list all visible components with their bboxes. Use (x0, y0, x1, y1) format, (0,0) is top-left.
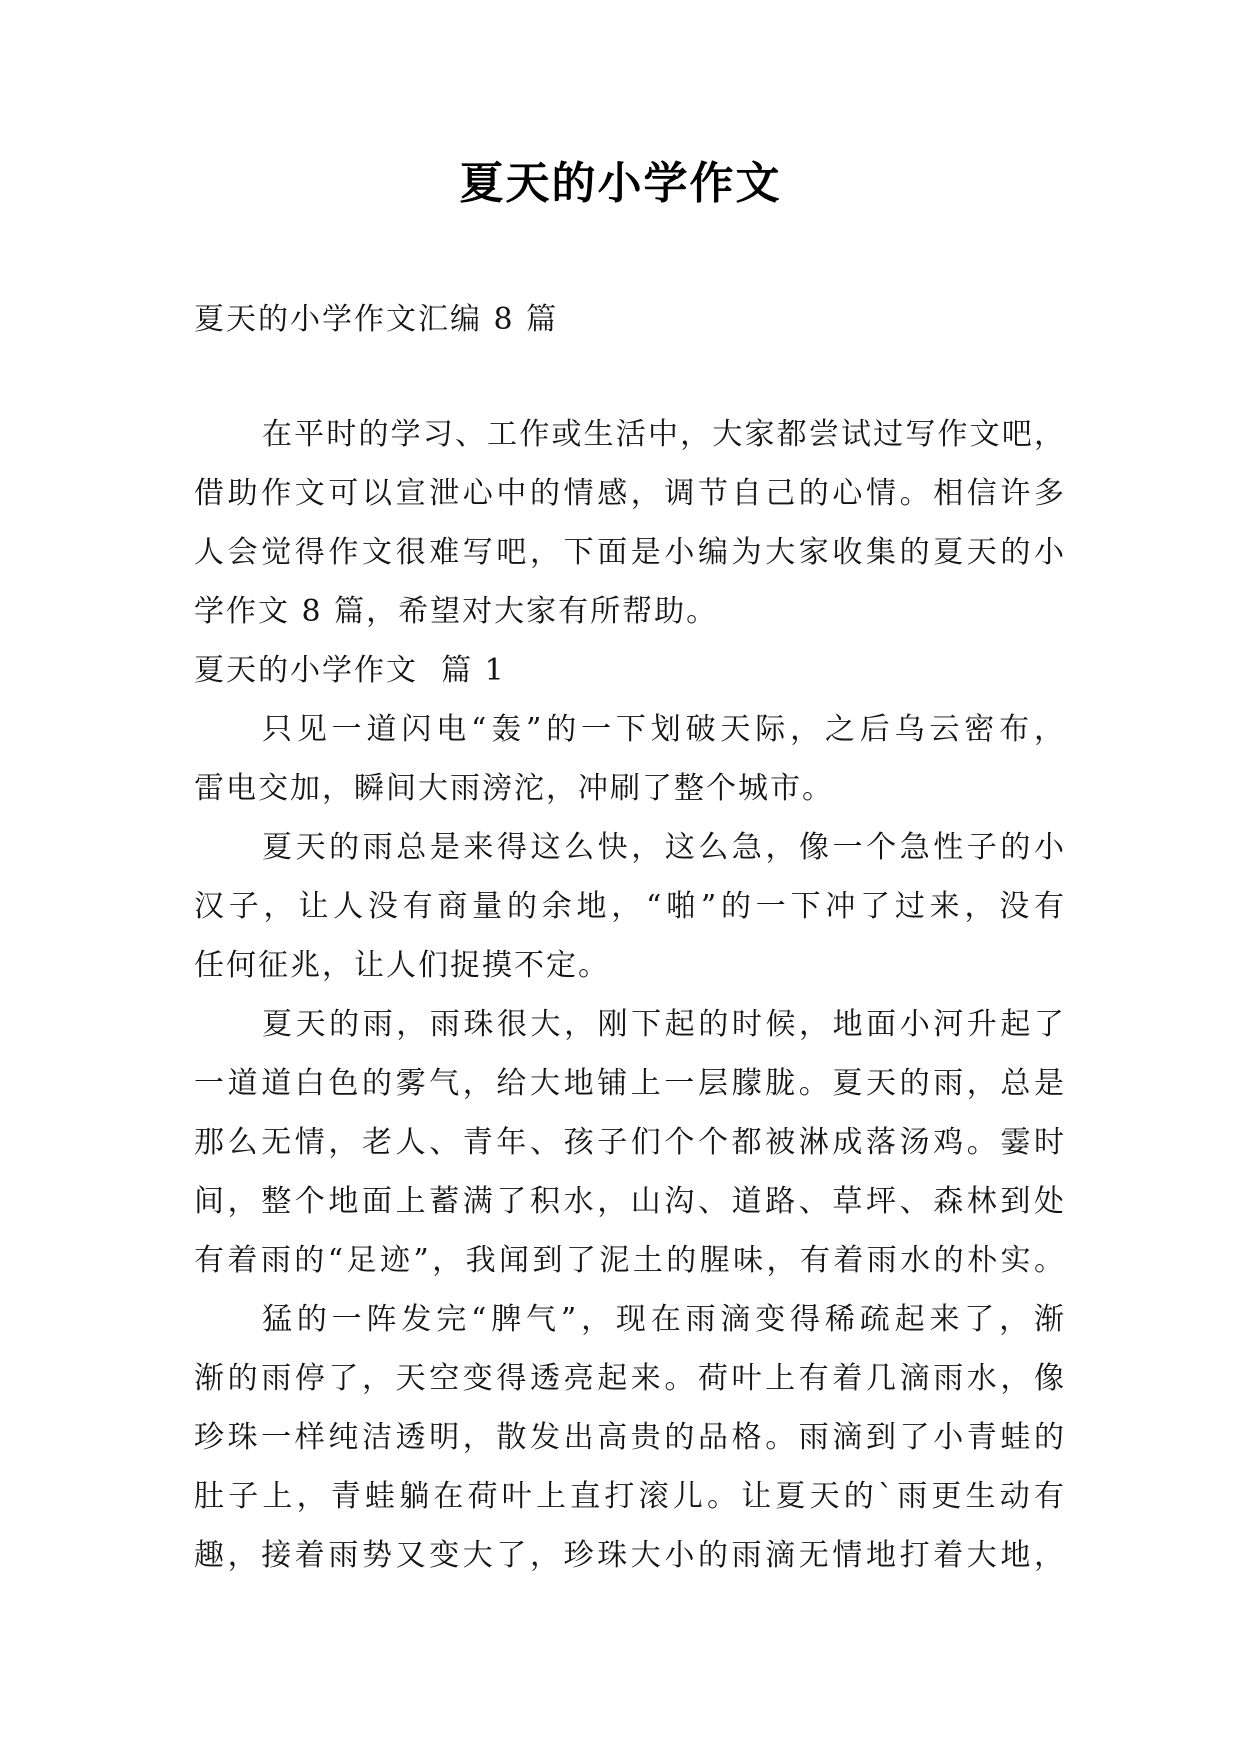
paragraph-line: 珍珠一样纯洁透明，散发出高贵的品格。雨滴到了小青蛙的 (194, 1419, 1066, 1455)
page-title: 夏天的小学作文 (459, 158, 782, 209)
paragraph-line: 在平时的学习、工作或生活中，大家都尝试过写作文吧， (262, 416, 1066, 452)
paragraph-line: 有着雨的“足迹”，我闻到了泥土的腥味，有着雨水的朴实。 (194, 1242, 1066, 1278)
paragraph-line: 那么无情，老人、青年、孩子们个个都被淋成落汤鸡。霎时 (194, 1124, 1066, 1160)
paragraph-line: 雷电交加，瞬间大雨滂沱，冲刷了整个城市。 (194, 770, 834, 806)
page-subtitle: 夏天的小学作文汇编 8 篇 (194, 301, 559, 337)
body-paragraph (194, 818, 1066, 995)
paragraph-line: 一道道白色的雾气，给大地铺上一层朦胧。夏天的雨，总是 (194, 1065, 1066, 1101)
body-paragraph (194, 1290, 1066, 1585)
paragraph-line: 夏天的雨总是来得这么快，这么急，像一个急性子的小 (262, 829, 1066, 865)
body-paragraph (194, 700, 1066, 818)
paragraph-line: 夏天的雨，雨珠很大，刚下起的时候，地面小河升起了 (262, 1006, 1066, 1042)
paragraph-line: 借助作文可以宣泄心中的情感，调节自己的心情。相信许多 (194, 475, 1066, 511)
paragraph-line: 任何征兆，让人们捉摸不定。 (194, 947, 610, 983)
document-body (194, 405, 1066, 1585)
paragraph-line: 趣，接着雨势又变大了，珍珠大小的雨滴无情地打着大地， (194, 1537, 1066, 1573)
paragraph-line: 猛的一阵发完“脾气”，现在雨滴变得稀疏起来了，渐 (262, 1301, 1066, 1337)
intro-paragraph (194, 405, 1066, 641)
paragraph-line: 汉子，让人没有商量的余地，“啪”的一下冲了过来，没有 (194, 888, 1066, 924)
paragraph-line: 渐的雨停了，天空变得透亮起来。荷叶上有着几滴雨水，像 (194, 1360, 1066, 1396)
paragraph-line: 肚子上，青蛙躺在荷叶上直打滚儿。让夏天的`雨更生动有 (194, 1478, 1066, 1514)
paragraph-line: 只见一道闪电“轰”的一下划破天际，之后乌云密布， (262, 711, 1066, 747)
section-heading: 夏天的小学作文 篇 1 (194, 652, 506, 688)
paragraph-line: 人会觉得作文很难写吧，下面是小编为大家收集的夏天的小 (194, 534, 1066, 570)
paragraph-line: 学作文 8 篇，希望对大家有所帮助。 (194, 593, 719, 629)
paragraph-line: 间，整个地面上蓄满了积水，山沟、道路、草坪、森林到处 (194, 1183, 1066, 1219)
body-paragraph (194, 995, 1066, 1290)
